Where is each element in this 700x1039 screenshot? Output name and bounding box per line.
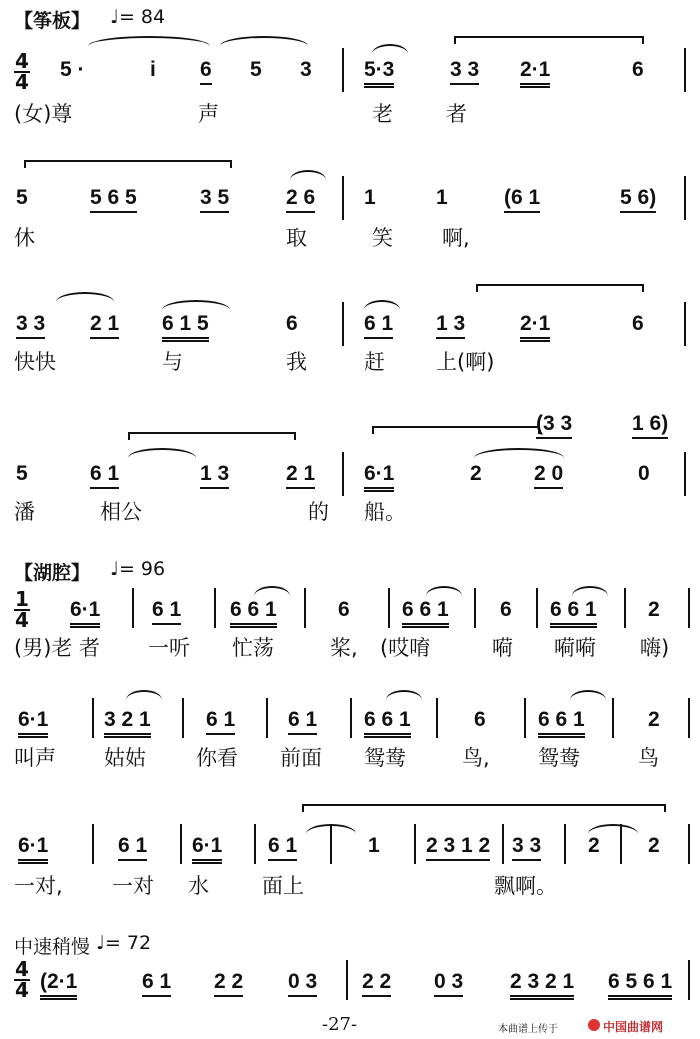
barline	[182, 698, 184, 738]
barline	[346, 960, 348, 1000]
tempo-marking: ♩= 96	[110, 558, 166, 580]
barline	[414, 824, 416, 864]
lyric: 啊,	[442, 226, 470, 250]
lyric: 前面	[280, 746, 322, 770]
note: 0 3	[434, 970, 463, 997]
phrase-bracket	[454, 36, 644, 44]
barline	[688, 960, 690, 1000]
lyric: 忙荡	[232, 636, 274, 660]
note: 6 6 1	[538, 708, 585, 738]
lyric: 者	[446, 102, 467, 126]
slur	[474, 448, 564, 458]
note: 3	[300, 58, 312, 81]
barline	[688, 824, 690, 864]
section-label-zhongsu: 中速稍慢	[14, 936, 91, 958]
note: 2 1	[90, 312, 119, 339]
time-signature: 1 4	[15, 587, 29, 632]
note: 3 3	[16, 312, 45, 339]
note: 2 6	[286, 186, 315, 213]
slur	[372, 44, 408, 54]
note: 6 1	[268, 834, 297, 861]
note: 6 6 1	[402, 598, 449, 628]
note: 1	[364, 186, 376, 209]
note: (2·1	[40, 970, 77, 1000]
note: 2	[648, 598, 660, 621]
barline	[254, 824, 256, 864]
note: 6·1	[192, 834, 222, 864]
barline	[342, 302, 344, 346]
note: 6 6 1	[550, 598, 597, 628]
note: 6·1	[364, 462, 394, 492]
note: 3 3	[512, 834, 541, 861]
slur	[290, 170, 326, 180]
note: 1	[436, 186, 448, 209]
note: 2 0	[534, 462, 563, 489]
lyric: 快快	[14, 350, 56, 374]
lyric: 笑	[372, 226, 393, 250]
note: 5 6 5	[90, 186, 137, 213]
slur	[88, 36, 210, 46]
note: 3 5	[200, 186, 229, 213]
note: 2 3 2 1	[510, 970, 574, 1000]
note: 3 2 1	[104, 708, 151, 738]
barline	[474, 588, 476, 628]
lyric: 相公	[100, 500, 142, 524]
note: 2	[648, 708, 660, 731]
site-brand: 中国曲谱网	[603, 1020, 664, 1034]
slur	[220, 36, 308, 46]
tempo-marking: ♩= 84	[110, 6, 166, 28]
note: 6 6 1	[230, 598, 277, 628]
note: 2 2	[362, 970, 391, 997]
note: 6	[500, 598, 512, 621]
lyric: 嗬嗬	[554, 636, 596, 660]
note: 6	[632, 58, 644, 81]
slur	[572, 586, 608, 596]
section-label-zhengban: 【筝板】	[14, 10, 91, 32]
note: 1 6)	[632, 412, 668, 439]
note: 2 2	[214, 970, 243, 997]
lyric: 上(啊)	[436, 350, 495, 374]
barline	[624, 588, 626, 628]
slur	[254, 586, 290, 596]
note: 6 1	[364, 312, 393, 339]
lyric: 鸟	[638, 746, 659, 770]
note: 6 1 5	[162, 312, 209, 342]
lyric: 声	[198, 102, 219, 126]
note: 6	[286, 312, 298, 335]
lyric: 老	[372, 102, 393, 126]
note: i	[150, 58, 156, 81]
barline	[304, 588, 306, 628]
barline	[502, 824, 504, 864]
barline	[214, 588, 216, 628]
slur	[56, 292, 114, 302]
note: 1 3	[200, 462, 229, 489]
note: 5 6)	[620, 186, 656, 213]
lyric: 休	[14, 226, 35, 250]
note: 6 1	[142, 970, 171, 997]
slur	[126, 690, 162, 700]
lyric: 潘	[14, 500, 35, 524]
note: 6 5 6 1	[608, 970, 672, 1000]
barline	[684, 302, 686, 346]
note: 0	[638, 462, 650, 485]
phrase-bracket	[372, 426, 540, 434]
note: 6 1	[118, 834, 147, 861]
note: 2	[588, 834, 600, 857]
slur	[570, 690, 606, 700]
barline	[684, 48, 686, 92]
lyric: 嗨)	[640, 636, 670, 660]
note: (3 3	[536, 412, 572, 439]
lyric: 赶	[364, 350, 385, 374]
barline	[92, 698, 94, 738]
barline	[688, 698, 690, 738]
phrase-bracket	[476, 284, 644, 292]
note: 6 6 1	[364, 708, 411, 738]
note: 5	[16, 186, 28, 209]
note: 1 3	[436, 312, 465, 339]
note: 2 3 1 2	[426, 834, 490, 861]
note: 6·1	[70, 598, 100, 628]
lyric: 你看	[196, 746, 238, 770]
barline	[436, 698, 438, 738]
section-label-huqiang: 【湖腔】	[14, 562, 91, 584]
lyric: 一对	[112, 874, 154, 898]
lyric: 与	[162, 350, 183, 374]
phrase-bracket	[302, 804, 666, 812]
lyric: (男)老 者	[14, 636, 101, 660]
barline	[388, 588, 390, 628]
note: (6 1	[504, 186, 540, 213]
barline	[266, 698, 268, 738]
note: 1	[368, 834, 380, 857]
barline	[92, 824, 94, 864]
note: 6	[474, 708, 486, 731]
note: 2	[648, 834, 660, 857]
lyric: 鸟,	[462, 746, 490, 770]
barline	[524, 698, 526, 738]
note: 2	[470, 462, 482, 485]
tempo-marking: ♩= 72	[96, 932, 152, 954]
barline	[612, 698, 614, 738]
phrase-bracket	[128, 432, 296, 440]
phrase-bracket	[24, 160, 232, 168]
slur	[426, 586, 462, 596]
barline	[684, 452, 686, 496]
note: 5	[16, 462, 28, 485]
note: 6	[338, 598, 350, 621]
slur	[588, 824, 638, 834]
page-number: -27-	[322, 1014, 358, 1035]
barline	[564, 824, 566, 864]
note: 3 3	[450, 58, 479, 85]
lyric: 嗬	[492, 636, 513, 660]
lyric: 姑姑	[104, 746, 146, 770]
lyric: 船。	[364, 500, 406, 524]
lyric: 鸳鸯	[364, 746, 406, 770]
lyric: 叫声	[14, 746, 56, 770]
note: 6 1	[206, 708, 235, 735]
lyric: 我	[286, 350, 307, 374]
slur	[386, 690, 422, 700]
note: 6 1	[90, 462, 119, 489]
note: 6 1	[152, 598, 181, 625]
barline	[536, 588, 538, 628]
time-signature: 4 4	[15, 49, 29, 94]
note: 5	[250, 58, 262, 81]
lyric: 取	[286, 226, 307, 250]
barline	[620, 824, 622, 864]
note: 6·1	[18, 834, 48, 864]
note: 2·1	[520, 312, 550, 342]
note: 0 3	[288, 970, 317, 997]
note: 2 1	[286, 462, 315, 489]
lyric: 一听	[148, 636, 190, 660]
lyric: (女)尊	[14, 102, 73, 126]
lyric: 水	[188, 874, 209, 898]
lyric: 鸳鸯	[538, 746, 580, 770]
barline	[180, 824, 182, 864]
barline	[342, 176, 344, 220]
lyric: 面上	[262, 874, 304, 898]
lyric: (哎唷	[380, 636, 431, 660]
barline	[132, 588, 134, 628]
barline	[342, 48, 344, 92]
note: 6 1	[288, 708, 317, 735]
lyric: 飘啊。	[494, 874, 557, 898]
note: 6	[200, 58, 212, 85]
note: 6·1	[18, 708, 48, 738]
note: 5·3	[364, 58, 394, 88]
slur	[364, 300, 400, 310]
slur	[162, 300, 230, 310]
barline	[684, 176, 686, 220]
lyric: 桨,	[330, 636, 358, 660]
lyric: 的	[308, 500, 329, 524]
time-signature: 4 4	[15, 957, 29, 1002]
note: 5 ·	[60, 58, 85, 81]
note: 6	[632, 312, 644, 335]
slur	[128, 448, 196, 458]
lyric: 一对,	[14, 874, 63, 898]
barline	[330, 824, 332, 864]
barline	[342, 452, 344, 496]
upload-note: 本曲谱上传于	[498, 1024, 558, 1035]
site-logo-icon	[588, 1019, 600, 1031]
note: 2·1	[520, 58, 550, 88]
barline	[350, 698, 352, 738]
barline	[688, 588, 690, 628]
